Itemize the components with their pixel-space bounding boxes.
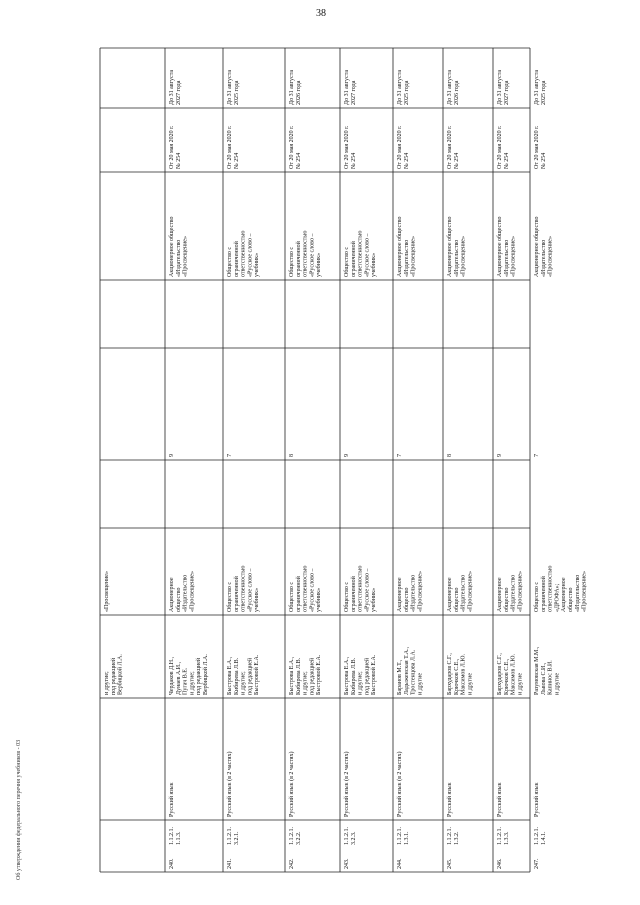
cell-deadline: До 31 августа2026 года [289,69,302,105]
cell-code: 1.1.2.1.3.2.3. [344,827,357,845]
cell-publisher: Акционерноеобщество«Издательство«Просвещение» [497,571,524,612]
cell-publisher-full: Общество сограниченнойответственностью«Русское слово –учебник» [289,230,323,277]
cell-publisher: Общество сограниченнойответственностью«Русское слово –учебник» [344,565,378,612]
cell-deadline: До 31 августа2027 года [344,69,357,105]
cell-order: От 20 мая 2020 г.№ 254 [289,125,302,169]
cell-publisher-full: Акционерное общество«Издательство«Просвещение» [397,216,417,277]
cell-publisher: Акционерноеобщество«Издательство«Просвещение» [447,571,474,612]
cell-num: 244. [397,858,403,869]
cell-grade: 7 [227,454,233,457]
footer-note-text: Об утверждении федерального перечня учебников - 03 [16,739,22,880]
cell-grade: 9 [497,454,503,457]
cell-publisher: Акционерноеобщество«Издательство«Просвещение» [169,571,196,612]
cell-authors: Баранов М.Т.,Ладыженская Т.А.,Тростенцова Л.А.и другие [397,646,424,695]
table-cells [104,70,588,869]
cell-publisher-full: Акционерное общество«Издательство«Просвещение» [534,216,554,277]
cell-publisher-full: Общество сограниченнойответственностью«Русское слово –учебник» [227,230,261,277]
cell-publisher-full: Общество сограниченнойответственностью«Русское слово –учебник» [344,230,378,277]
cell-deadline: До 31 августа2026 года [447,69,460,105]
cell-order: От 20 мая 2020 г.№ 254 [397,125,410,169]
cell-authors: Бархударов С.Г.,Крючков С.Е.,Максимов Л.Ю.и другие [447,653,474,695]
cell-subject: Русский язык (в 2 частях) [227,751,233,817]
cell-order: От 20 мая 2020 г.№ 254 [344,125,357,169]
cell-num: 241. [227,858,233,869]
cell-order: От 20 мая 2020 г.№ 254 [169,125,182,169]
cell-code: 1.1.2.1.1.1.3. [169,827,182,845]
page-number: 38 [316,8,326,19]
cell-order: От 20 мая 2020 г.№ 254 [534,125,547,169]
cell-publisher: Общество сограниченнойответственностью«ДРОФА»;Акционерноеобщество«Издательство«Просвещение» [534,565,588,612]
cell-deadline: До 31 августа2027 года [497,69,510,105]
cell-publisher-full: Акционерное общество«Издательство«Просвещение» [497,216,517,277]
cell-publisher: Общество сограниченнойответственностью«Русское слово –учебник» [227,565,261,612]
cell-grade: 8 [289,454,295,457]
cell-subject: Русский язык [534,782,540,817]
cell-num: 247. [534,858,540,869]
cell-publisher-full: Акционерное общество«Издательство«Просвещение» [169,216,189,277]
cell-publisher-full: Акционерное общество«Издательство«Просвещение» [447,216,467,277]
cell-deadline: До 31 августа2027 года [169,69,182,105]
cell-publisher: «Просвещение» [104,571,110,612]
cell-grade: 9 [169,454,175,457]
cell-num: 246. [497,858,503,869]
cell-publisher: Акционерноеобщество«Издательство«Просвещение» [397,571,424,612]
cell-grade: 8 [447,454,453,457]
cell-subject: Русский язык [169,782,175,817]
cell-code: 1.1.2.1.1.4.1. [534,827,547,845]
cell-code: 1.1.2.1.1.3.2. [447,827,460,845]
cell-code: 1.1.2.1.3.2.2. [289,827,302,845]
cell-authors: Чердаков Д.Н.,Дунаев А.И.,Пугач В.Е.и другие;под редакциейВербицкой Л.А. [169,654,209,695]
cell-code: 1.1.2.1.3.2.1. [227,827,240,845]
cell-authors: Быстрова Е.А.,Кибирева Л.В.и другие;под редакциейБыстровой Е.А. [227,654,261,695]
cell-subject: Русский язык (в 2 частях) [289,751,295,817]
cell-num: 242. [289,858,295,869]
cell-code: 1.1.2.1.1.3.3. [497,827,510,845]
table-grid [100,48,530,872]
cell-grade: 9 [344,454,350,457]
cell-num: 240. [169,858,175,869]
cell-authors: Быстрова Е.А.,Кибирева Л.В.и другие;под редакциейБыстровой Е.А. [344,654,378,695]
cell-grade: 7 [534,454,540,457]
cell-order: От 20 мая 2020 г.№ 254 [227,125,240,169]
cell-num: 243. [344,858,350,869]
cell-grade: 7 [397,454,403,457]
cell-num: 245. [447,858,453,869]
cell-subject: Русский язык [447,782,453,817]
cell-authors: Быстрова Е.А.,Кибирева Л.В.и другие;под редакциейБыстровой Е.А. [289,654,323,695]
cell-subject: Русский язык (в 2 частях) [397,751,403,817]
cell-publisher: Общество сограниченнойответственностью«Русское слово –учебник» [289,565,323,612]
cell-subject: Русский язык (в 2 частях) [344,751,350,817]
cell-authors: Разумовская М.М.,Львова С.И.,Капинос В.И.и другие [534,646,561,695]
cell-order: От 20 мая 2020 г.№ 254 [447,125,460,169]
cell-deadline: До 31 августа2025 года [227,69,240,105]
cell-deadline: До 31 августа2025 года [534,69,547,105]
cell-code: 1.1.2.1.1.3.1. [397,827,410,845]
cell-deadline: До 31 августа2025 года [397,69,410,105]
cell-subject: Русский язык [497,782,503,817]
cell-authors: и другие;под редакциейВербицкой Л.А. [104,654,124,695]
cell-authors: Бархударов С.Г.,Крючков С.Е.,Максимов Л.Ю.и другие [497,653,524,695]
cell-order: От 20 мая 2020 г.№ 254 [497,125,510,169]
